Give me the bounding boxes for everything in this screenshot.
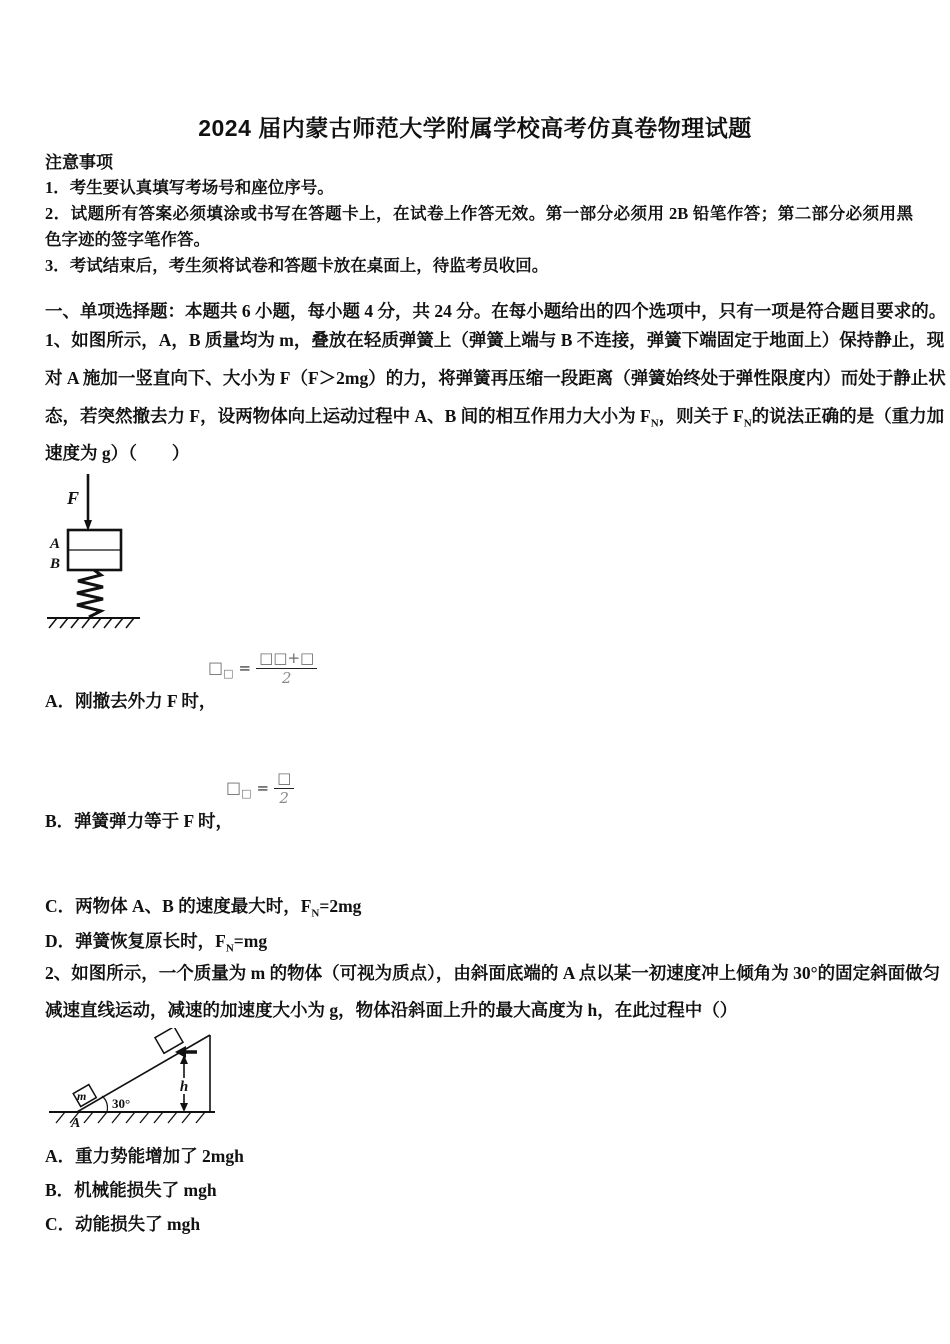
q1-line-3-post: 的说法正确的是（重力加 [751, 406, 945, 426]
fraction [274, 770, 294, 807]
q1-option-a-label: A．刚撤去外力 F 时， [45, 691, 217, 711]
formula-lhs-sub-box: □ [223, 666, 234, 680]
force-label: F [67, 488, 80, 508]
ground-hatching [49, 618, 134, 628]
incline-hypotenuse [77, 1035, 210, 1112]
page-title: 2024 届内蒙古师范大学附属学校高考仿真卷物理试题 [198, 115, 752, 141]
q2-option-a: A．重力势能增加了 2mgh [45, 1146, 244, 1166]
q1-fn-subscript: N [743, 417, 752, 430]
height-label: h [179, 1079, 189, 1095]
notice-line-2: 2．试题所有答案必须填涂或书写在答题卡上，在试卷上作答无效。第一部分必须用 2B 铅笔作答；第二部分必须用黑 [45, 204, 913, 223]
equals-sign: = [238, 658, 252, 677]
spring-icon [77, 570, 103, 617]
q1-option-b-formula [226, 770, 294, 807]
notice-heading: 注意事项 [45, 153, 113, 172]
mass-label: m [77, 1089, 87, 1103]
q2-option-c: C．动能损失了 mgh [45, 1214, 201, 1234]
up-arrow-head-icon [180, 1055, 188, 1064]
formula-lhs-box: □ [226, 777, 242, 797]
q1-line-3-mid: ，则关于 F [658, 406, 744, 426]
fraction-numerator: □ [274, 770, 294, 789]
q1-line-3 [45, 403, 945, 430]
point-a-label: A [71, 1116, 81, 1131]
fraction-numerator: □□+□ [256, 650, 317, 669]
formula-lhs-box: □ [208, 657, 224, 677]
notice-line-3: 色字迹的签字笔作答。 [45, 230, 210, 249]
q1-fn-subscript: N [225, 942, 234, 955]
section1-heading: 一、单项选择题：本题共 6 小题，每小题 4 分，共 24 分。在每小题给出的四个选项中，只有一项是符合题目要求的。 [45, 301, 947, 321]
block-a-label: A [50, 536, 61, 552]
q2-line-1: 2、如图所示，一个质量为 m 的物体（可视为质点），由斜面底端的 A 点以某一初速度冲上倾角为 30°的固定斜面做匀 [45, 963, 941, 983]
figure1-spring-diagram [45, 468, 155, 632]
q1-option-d-post: =mg [233, 931, 268, 951]
q2-option-b: B．机械能损失了 mgh [45, 1180, 217, 1200]
block-top [155, 1028, 183, 1053]
q1-line-1: 1、如图所示，A，B 质量均为 m，叠放在轻质弹簧上（弹簧上端与 B 不连接，弹簧下端固定于地面上）保持静止，现 [45, 330, 945, 350]
block-b-label: B [50, 556, 61, 572]
q2-line-2: 减速直线运动，减速的加速度大小为 g，物体沿斜面上升的最大高度为 h，在此过程中（） [45, 1000, 738, 1020]
angle-label: 30° [112, 1096, 131, 1111]
angle-arc [102, 1096, 107, 1112]
fraction [256, 650, 317, 687]
q1-option-d [45, 928, 913, 955]
figure2-incline-diagram [45, 1028, 245, 1134]
formula-lhs-sub-box: □ [241, 786, 252, 800]
q1-fn-subscript: N [311, 907, 320, 920]
q1-option-c-pre: C．两物体 A、B 的速度最大时，F [45, 896, 312, 916]
notice-line-4: 3．考试结束后，考生须将试卷和答题卡放在桌面上，待监考员收回。 [45, 256, 549, 275]
q1-option-d-pre: D．弹簧恢复原长时，F [45, 931, 226, 951]
q1-option-a-formula [208, 650, 317, 687]
q1-option-c-post: =2mg [319, 896, 362, 916]
fraction-denominator: 2 [281, 668, 292, 687]
fraction-denominator: 2 [279, 788, 289, 807]
down-arrow-head-icon [180, 1103, 188, 1112]
q1-line-2: 对 A 施加一竖直向下、大小为 F（F＞2mg）的力，将弹簧再压缩一段距离（弹簧始终处于弹性限度内）而处于静止状 [45, 368, 946, 388]
notice-line-1: 1．考生要认真填写考场号和座位序号。 [45, 178, 334, 197]
q1-option-c [45, 893, 913, 920]
q1-line-3-pre: 态，若突然撤去力 F，设两物体向上运动过程中 A、B 间的相互作用力大小为 F [45, 406, 651, 426]
q1-option-b-label: B．弹簧弹力等于 F 时， [45, 811, 233, 831]
equals-sign: = [256, 778, 270, 797]
q1-fn-subscript: N [650, 417, 659, 430]
q1-line-4: 速度为 g）（ ） [45, 443, 190, 463]
